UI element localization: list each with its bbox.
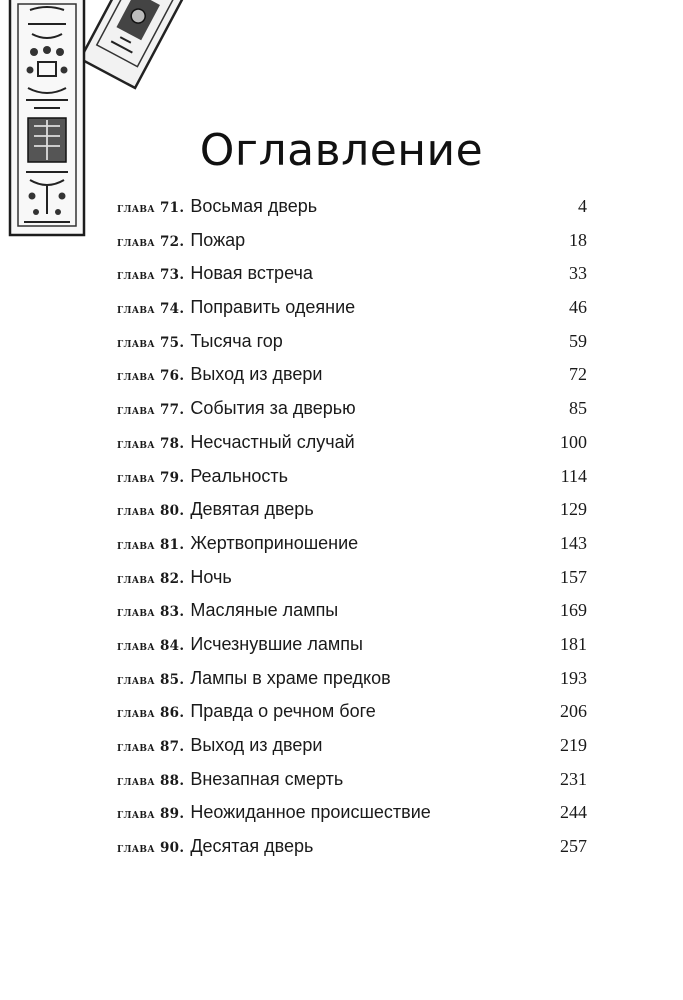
chapter-label: глава 77. [117, 402, 185, 419]
chapter-title: Выход из двери [190, 364, 323, 385]
chapter-page-number: 157 [560, 566, 587, 587]
toc-entry [117, 398, 587, 432]
chapter-label: глава 81. [117, 536, 185, 553]
toc-entry [117, 297, 587, 331]
toc-entry [117, 331, 587, 365]
chapter-page-number: 114 [560, 465, 587, 486]
chapter-page-number: 33 [569, 263, 587, 284]
chapter-label: глава 73. [117, 267, 185, 284]
chapter-page-number: 59 [569, 330, 587, 351]
chapter-label: глава 87. [117, 739, 185, 755]
chapter-label: глава 84. [117, 637, 185, 654]
chapter-page-number: 4 [578, 196, 587, 216]
toc-entry [117, 735, 587, 769]
toc-entry [117, 499, 587, 533]
chapter-page-number: 231 [560, 768, 587, 789]
chapter-page-number: 219 [560, 735, 587, 755]
chapter-label: глава 72. [117, 233, 185, 250]
toc-entry [117, 432, 587, 466]
chapter-title: Реальность [190, 465, 289, 486]
chapter-label: глава 83. [117, 604, 185, 621]
chapter-title: Внезапная смерть [190, 768, 344, 789]
chapter-title: Масляные лампы [190, 600, 339, 621]
chapter-page-number: 85 [569, 398, 587, 419]
chapter-title: Десятая дверь [190, 836, 314, 857]
toc-entry [117, 364, 587, 398]
chapter-title: Тысяча гор [190, 330, 283, 351]
chapter-label: глава 76. [117, 368, 185, 385]
talisman-strip-rear-icon [80, 0, 191, 88]
chapter-page-number: 169 [560, 600, 587, 621]
toc-entry [117, 802, 587, 836]
toc-entry [117, 533, 587, 567]
chapter-page-number: 129 [560, 499, 587, 520]
toc-entry [117, 836, 587, 870]
toc-entry [117, 567, 587, 601]
chapter-label: глава 75. [117, 334, 185, 351]
toc-entry [117, 196, 587, 230]
chapter-label: глава 78. [117, 435, 185, 452]
chapter-title: Неожиданное происшествие [190, 802, 431, 823]
chapter-label: глава 71. [117, 200, 185, 216]
chapter-title: Пожар [190, 229, 246, 250]
chapter-label: глава 88. [117, 772, 185, 789]
chapter-label: глава 90. [117, 840, 185, 857]
toc-entry [117, 634, 587, 668]
chapter-label: глава 79. [117, 469, 185, 486]
chapter-title: События за дверью [190, 398, 356, 419]
chapter-page-number: 100 [560, 431, 587, 452]
toc-entry [117, 769, 587, 803]
chapter-title: Ночь [190, 566, 232, 587]
chapter-title: Новая встреча [190, 263, 313, 284]
chapter-label: глава 74. [117, 301, 185, 318]
chapter-page-number: 193 [560, 667, 587, 688]
chapter-title: Поправить одеяние [190, 297, 356, 318]
page-title: Оглавление [199, 125, 484, 177]
chapter-title: Выход из двери [190, 735, 323, 755]
toc-entry [117, 600, 587, 634]
talisman-strip-front-icon [10, 0, 84, 235]
chapter-label: глава 85. [117, 671, 185, 688]
toc-entry [117, 668, 587, 702]
toc-entry [117, 263, 587, 297]
chapter-label: глава 80. [117, 503, 185, 520]
chapter-title: Лампы в храме предков [190, 667, 391, 688]
chapter-title: Исчезнувшие лампы [190, 633, 363, 654]
chapter-page-number: 244 [560, 802, 587, 823]
chapter-label: глава 86. [117, 705, 185, 722]
chapter-title: Правда о речном боге [190, 701, 376, 722]
chapter-page-number: 46 [569, 297, 587, 318]
chapter-page-number: 181 [560, 633, 587, 654]
toc-entry [117, 701, 587, 735]
chapter-title: Несчастный случай [190, 431, 355, 452]
table-of-contents [117, 196, 587, 870]
chapter-page-number: 206 [560, 701, 587, 722]
chapter-label: глава 89. [117, 806, 185, 823]
chapter-label: глава 82. [117, 570, 185, 587]
toc-entry [117, 230, 587, 264]
chapter-page-number: 143 [560, 532, 587, 553]
chapter-page-number: 257 [560, 836, 587, 857]
chapter-title: Девятая дверь [190, 499, 314, 520]
chapter-page-number: 18 [569, 229, 587, 250]
toc-entry [117, 466, 587, 500]
chapter-page-number: 72 [569, 364, 587, 385]
chapter-title: Жертвоприношение [190, 532, 359, 553]
chapter-title: Восьмая дверь [190, 196, 318, 216]
